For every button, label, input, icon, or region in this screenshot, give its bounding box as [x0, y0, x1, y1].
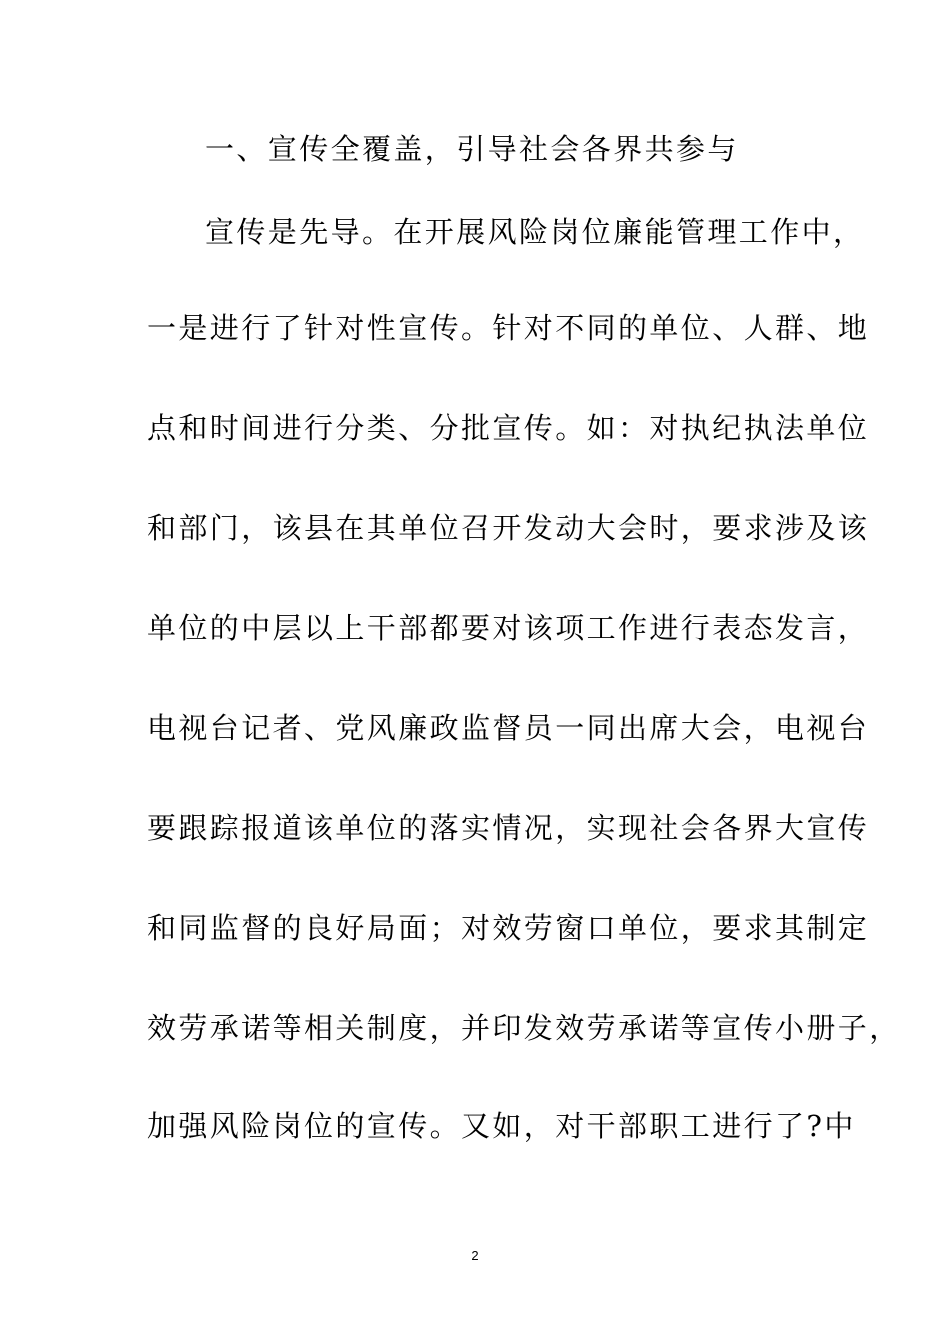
- paragraph-line: 要跟踪报道该单位的落实情况，实现社会各界大宣传: [147, 811, 870, 845]
- paragraph-line: 宣传是先导。在开展风险岗位廉能管理工作中，: [205, 215, 865, 249]
- paragraph-line: 和部门，该县在其单位召开发动大会时，要求涉及该: [147, 511, 870, 545]
- paragraph-line: 和同监督的良好局面；对效劳窗口单位，要求其制定: [147, 911, 870, 945]
- page-number: 2: [471, 1248, 479, 1263]
- paragraph-line: 加强风险岗位的宣传。又如，对干部职工进行了?中: [147, 1109, 856, 1143]
- paragraph-line: 单位的中层以上干部都要对该项工作进行表态发言，: [147, 611, 870, 645]
- paragraph-line: 点和时间进行分类、分批宣传。如：对执纪执法单位: [147, 411, 870, 445]
- section-heading: 一、宣传全覆盖，引导社会各界共参与: [205, 132, 739, 166]
- paragraph-line: 电视台记者、党风廉政监督员一同出席大会，电视台: [147, 711, 870, 745]
- paragraph-line: 一是进行了针对性宣传。针对不同的单位、人群、地: [147, 311, 870, 345]
- paragraph-line: 效劳承诺等相关制度，并印发效劳承诺等宣传小册子，: [147, 1011, 901, 1045]
